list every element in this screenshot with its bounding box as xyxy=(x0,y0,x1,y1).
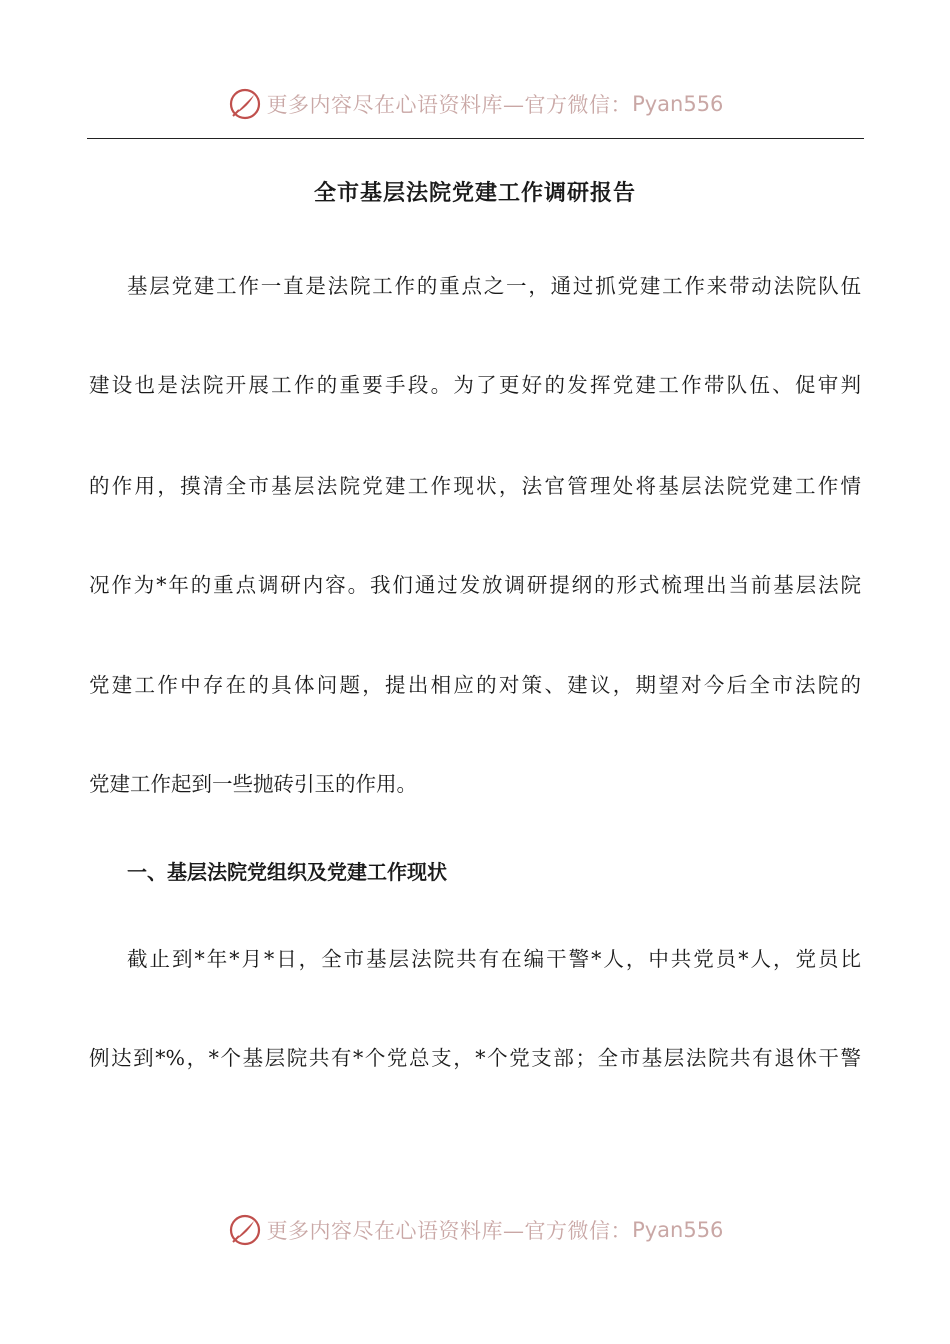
paragraph-line: 况作为*年的重点调研内容。我们通过发放调研提纲的形式梳理出当前基层法院 xyxy=(89,573,861,597)
paragraph-line: 党建工作中存在的具体问题，提出相应的对策、建议，期望对今后全市法院的 xyxy=(89,673,861,697)
paragraph-line: 党建工作起到一些抛砖引玉的作用。 xyxy=(89,772,417,796)
paragraph-line: 截止到*年*月*日，全市基层法院共有在编干警*人，中共党员*人，党员比 xyxy=(127,947,861,971)
footer-watermark xyxy=(0,1208,950,1252)
quill-logo-icon xyxy=(227,86,263,122)
section-heading: 一、基层法院党组织及党建工作现状 xyxy=(127,860,447,884)
paragraph-line: 例达到*%，*个基层院共有*个党总支，*个党支部；全市基层法院共有退休干警 xyxy=(89,1046,861,1070)
paragraph-line: 建设也是法院开展工作的重要手段。为了更好的发挥党建工作带队伍、促审判 xyxy=(89,373,861,397)
paragraph-line: 的作用，摸清全市基层法院党建工作现状，法官管理处将基层法院党建工作情 xyxy=(89,474,861,498)
header-watermark xyxy=(0,82,950,126)
watermark-handle: Pyan556 xyxy=(632,1218,724,1242)
paragraph-line: 基层党建工作一直是法院工作的重点之一，通过抓党建工作来带动法院队伍 xyxy=(127,274,861,298)
header-divider xyxy=(87,138,864,139)
watermark-text: 更多内容尽在心语资料库—官方微信： xyxy=(266,93,633,117)
quill-logo-icon xyxy=(227,1212,263,1248)
watermark-text: 更多内容尽在心语资料库—官方微信： xyxy=(266,1219,633,1243)
document-title: 全市基层法院党建工作调研报告 xyxy=(313,181,636,206)
watermark-handle: Pyan556 xyxy=(632,92,724,116)
